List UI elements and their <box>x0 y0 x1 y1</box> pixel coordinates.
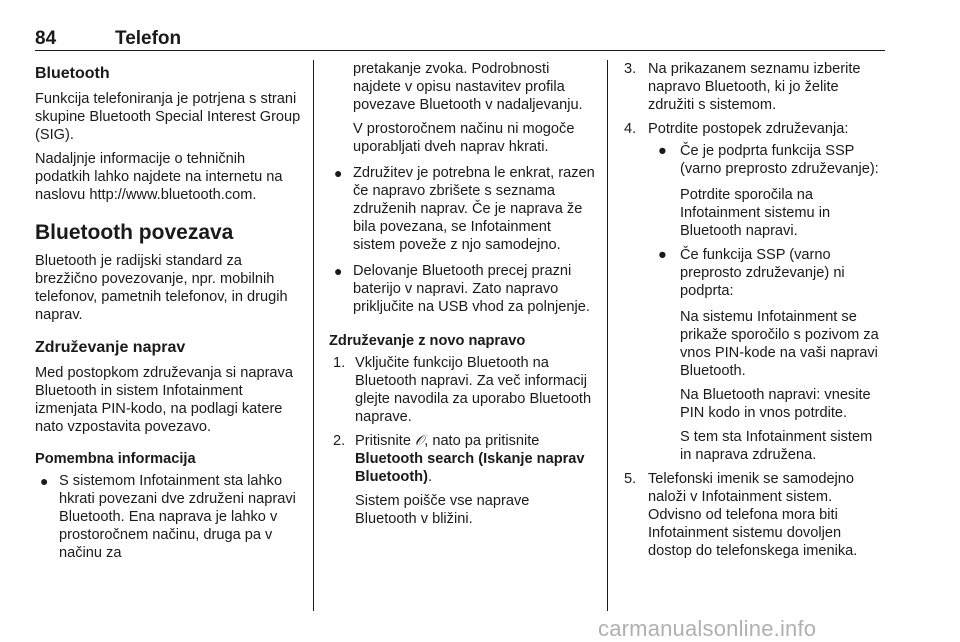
list-item <box>35 472 301 562</box>
bullet-text: V prostoročnem načinu ni mogoče uporabljati dveh naprav hkrati. <box>353 121 575 155</box>
column-1 <box>35 60 301 570</box>
page-header <box>35 28 885 52</box>
step-number: 3. <box>624 61 637 77</box>
page-title: Telefon <box>115 28 182 49</box>
paragraph: Med postopkom združevanja si naprava Bluetooth in sistem Infotainment izmenjata PIN-kodo, na podlagi katere nato vzpostavita povezavo. <box>35 365 293 435</box>
heading-zdruzevanje-z-novo-napravo: Združevanje z novo napravo <box>329 333 526 349</box>
list-item-continued <box>329 60 595 114</box>
step-text: Telefonski imenik se samodejno naloži v Infotainment sistem. Odvisno od telefona mora biti Infotainment sistemu dovoljen dostop do telefonskega imenika. <box>648 471 858 559</box>
heading-bluetooth: Bluetooth <box>35 65 110 82</box>
page-number: 84 <box>35 28 57 49</box>
sub-paragraph: Na sistemu Infotainment se prikaže sporočilo s pozivom za vnos PIN-kode na vaši napravi Bluetooth. <box>680 309 879 379</box>
list-item <box>329 262 595 316</box>
step-text: Potrdite postopek združevanja: <box>648 121 849 137</box>
numbered-step <box>329 354 595 426</box>
column-2 <box>329 60 595 534</box>
list-item-paragraph <box>329 120 595 156</box>
step-text: Na prikazanem seznamu izberite napravo Bluetooth, ki jo želite združiti s sistemom. <box>648 61 861 113</box>
bullet-icon: ● <box>40 473 49 489</box>
numbered-step <box>624 470 886 560</box>
step-number: 5. <box>624 471 637 487</box>
watermark: carmanualsonline.info <box>598 616 817 641</box>
bullet-text: Če funkcija SSP (varno preprosto združevanje) ni podprta: <box>680 247 845 299</box>
column-divider-1 <box>313 60 314 611</box>
header-divider <box>35 50 885 51</box>
heading-bluetooth-povezava: Bluetooth povezava <box>35 221 234 244</box>
bullet-text: Če je podprta funkcija SSP (varno preprosto združevanje): <box>680 143 879 177</box>
heading-pomembna-informacija: Pomembna informacija <box>35 451 196 467</box>
bullet-icon: ● <box>658 247 667 263</box>
numbered-step <box>624 120 886 138</box>
heading-zdruzevanje-naprav: Združevanje naprav <box>35 339 186 356</box>
column-3 <box>624 60 886 566</box>
sub-paragraph: Na Bluetooth napravi: vnesite PIN kodo in vnos potrdite. <box>680 387 871 421</box>
step-number: 4. <box>624 121 637 137</box>
phone-icon: 𝒪 <box>415 433 425 449</box>
paragraph: Nadaljnje informacije o tehničnih podatkih lahko najdete na internetu na naslovu http://www.bluetooth.com. <box>35 151 283 203</box>
sub-list-item <box>624 246 886 300</box>
step-number: 2. <box>333 433 346 449</box>
paragraph: Bluetooth je radijski standard za brezžično povezovanje, npr. mobilnih telefonov, pametnih telefonov, in drugih naprav. <box>35 253 288 323</box>
sub-list-item <box>624 142 886 178</box>
menu-label: Bluetooth search (Iskanje naprav Bluetooth) <box>355 451 585 485</box>
step-paragraph: Sistem poišče vse naprave Bluetooth v bližini. <box>355 493 530 527</box>
bullet-text: Delovanje Bluetooth precej prazni baterijo v napravi. Zato napravo priključite na USB vhod za polnjenje. <box>353 263 590 315</box>
step-text: , nato pa pritisnite <box>424 433 540 449</box>
bullet-icon: ● <box>334 263 343 279</box>
list-item <box>329 164 595 254</box>
sub-paragraph: Potrdite sporočila na Infotainment sistemu in Bluetooth napravi. <box>680 187 831 239</box>
sub-paragraph: S tem sta Infotainment sistem in naprava združena. <box>680 429 873 463</box>
column-divider-2 <box>607 60 608 611</box>
numbered-step <box>624 60 886 114</box>
step-number: 1. <box>333 355 346 371</box>
step-text: . <box>427 469 433 485</box>
bullet-text: Združitev je potrebna le enkrat, razen če napravo zbrišete s seznama združenih naprav. Če je naprava že bila povezana, se Infotainment sistem poveže z njo samodejno. <box>353 165 595 253</box>
bullet-text: pretakanje zvoka. Podrobnosti najdete v opisu nastavitev profila povezave Bluetooth v nadaljevanju. <box>353 61 583 113</box>
numbered-step <box>329 432 595 486</box>
bullet-icon: ● <box>334 165 343 181</box>
paragraph: Funkcija telefoniranja je potrjena s strani skupine Bluetooth Special Interest Group (SIG). <box>35 91 301 143</box>
bullet-icon: ● <box>658 143 667 159</box>
step-text: Vključite funkcijo Bluetooth na Bluetooth napravi. Za več informacij glejte navodila za uporabo Bluetooth naprave. <box>355 355 592 425</box>
bullet-text: S sistemom Infotainment sta lahko hkrati povezani dve združeni napravi Bluetooth. Ena naprava je lahko v prostoročnem načinu, druga pa v načinu za <box>59 473 296 561</box>
step-text: Pritisnite <box>355 433 416 449</box>
